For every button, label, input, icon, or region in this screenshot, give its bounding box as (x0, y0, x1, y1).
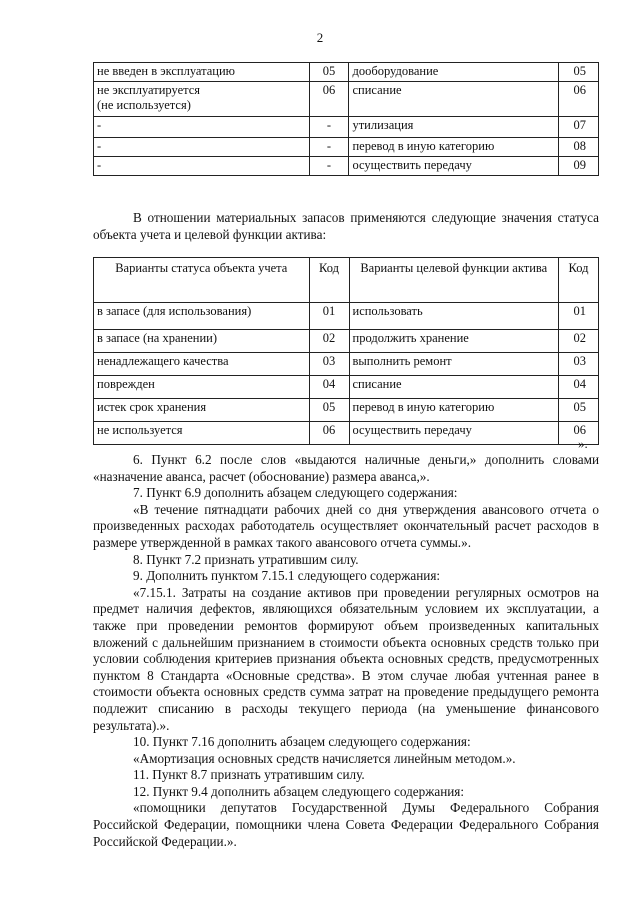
cell-code: 03 (309, 353, 349, 376)
cell-status: - (94, 117, 310, 138)
paragraph: 7. Пункт 6.9 дополнить абзацем следующего содержания: (133, 485, 458, 501)
header-code: Код (559, 258, 599, 303)
cell-status: не используется (94, 422, 310, 445)
cell-status: в запасе (на хранении) (94, 330, 310, 353)
paragraph: «7.15.1. Затраты на создание активов при проведении регулярных осмотров на предмет наличия дефектов, являющихся обязательным условием их эксплуатации, а также при проведении ремонтов формируют объем произведенных капитальных вложений с дальнейшим признанием в стоимости объекта основных средств только при условии соблюдения критериев признания объекта основных средств, предусмотренных пунктом 8 Стандарта «Основные средства». В этом случае любая учтенная ранее в стоимости объекта основных средств сумма затрат на проведение предыдущего ремонта подлежит списанию в расходы текущего периода (на уменьшение финансового результата).». (93, 584, 599, 733)
cell-code: 08 (559, 138, 599, 157)
cell-code: - (309, 157, 349, 176)
cell-status: в запасе (для использования) (94, 303, 310, 330)
cell-function: перевод в иную категорию (349, 399, 559, 422)
cell-function: выполнить ремонт (349, 353, 559, 376)
cell-code: 06 (309, 82, 349, 117)
paragraph: «В течение пятнадцати рабочих дней со дня утверждения авансового отчета о произведенных расходах работодатель осуществляет окончательный расчет расходов в размере утвержденной в рамках такого авансового отчета суммы.». (93, 501, 599, 550)
cell-function: утилизация (349, 117, 559, 138)
cell-code: 04 (309, 376, 349, 399)
cell-function: осуществить передачу (349, 422, 559, 445)
cell-function: использовать (349, 303, 559, 330)
cell-status: - (94, 157, 310, 176)
table-row (94, 63, 599, 82)
page-number: 2 (316, 30, 324, 45)
cell-code: 05 (559, 63, 599, 82)
cell-status: поврежден (94, 376, 310, 399)
table-row (94, 138, 599, 157)
cell-code: 05 (309, 63, 349, 82)
table-row (94, 117, 599, 138)
cell-function: списание (349, 376, 559, 399)
header-code: Код (309, 258, 349, 303)
cell-function: осуществить передачу (349, 157, 559, 176)
table-row (94, 353, 599, 376)
cell-code: 05 (309, 399, 349, 422)
table-row (94, 303, 599, 330)
table-row (94, 330, 599, 353)
cell-status: - (94, 138, 310, 157)
cell-status: ненадлежащего качества (94, 353, 310, 376)
paragraph: 8. Пункт 7.2 признать утратившим силу. (133, 551, 359, 567)
table-row (94, 82, 599, 117)
table-row (94, 376, 599, 399)
cell-function: дооборудование (349, 63, 559, 82)
cell-code: 03 (559, 353, 599, 376)
cell-status: истек срок хранения (94, 399, 310, 422)
cell-code: 02 (559, 330, 599, 353)
cell-function: продолжить хранение (349, 330, 559, 353)
cell-code: 09 (559, 157, 599, 176)
cell-code: - (309, 138, 349, 157)
paragraph: 12. Пункт 9.4 дополнить абзацем следующего содержания: (133, 783, 465, 799)
cell-code: 06 (559, 422, 599, 445)
cell-code: - (309, 117, 349, 138)
paragraph: 10. Пункт 7.16 дополнить абзацем следующего содержания: (133, 734, 471, 750)
cell-code: 07 (559, 117, 599, 138)
header-status: Варианты статуса объекта учета (94, 258, 310, 303)
fixed-assets-status-table (93, 62, 599, 176)
cell-function: списание (349, 82, 559, 117)
cell-code: 01 (559, 303, 599, 330)
intro-paragraph: В отношении материальных запасов применяются следующие значения статуса объекта учета и целевой функции актива: (93, 210, 599, 242)
cell-status: не введен в эксплуатацию (94, 63, 310, 82)
cell-code: 06 (309, 422, 349, 445)
cell-code: 02 (309, 330, 349, 353)
paragraph: 6. Пункт 6.2 после слов «выдаются наличные деньги,» дополнить словами «назначение аванса, расчет (обоснование) размера аванса,». (93, 452, 599, 484)
amendments-text (93, 452, 599, 850)
header-function: Варианты целевой функции актива (349, 258, 559, 303)
paragraph: 11. Пункт 8.7 признать утратившим силу. (133, 767, 365, 783)
cell-code: 06 (559, 82, 599, 117)
intro-paragraph-block (93, 210, 599, 243)
table-row (94, 157, 599, 176)
table-row (94, 422, 599, 445)
closing-quote: ». (578, 436, 588, 451)
cell-code: 05 (559, 399, 599, 422)
paragraph: 9. Дополнить пунктом 7.15.1 следующего содержания: (133, 568, 441, 584)
table-row (94, 399, 599, 422)
cell-function: перевод в иную категорию (349, 138, 559, 157)
inventory-status-table (93, 257, 599, 445)
table-header-row (94, 258, 599, 303)
cell-status: не эксплуатируется (не используется) (94, 82, 310, 117)
paragraph: «помощники депутатов Государственной Думы Федерального Собрания Российской Федерации, помощники члена Совета Федерации Федерального Собрания Российской Федерации.». (93, 800, 599, 849)
cell-code: 01 (309, 303, 349, 330)
cell-code: 04 (559, 376, 599, 399)
paragraph: «Амортизация основных средств начисляется линейным методом.». (133, 750, 516, 766)
